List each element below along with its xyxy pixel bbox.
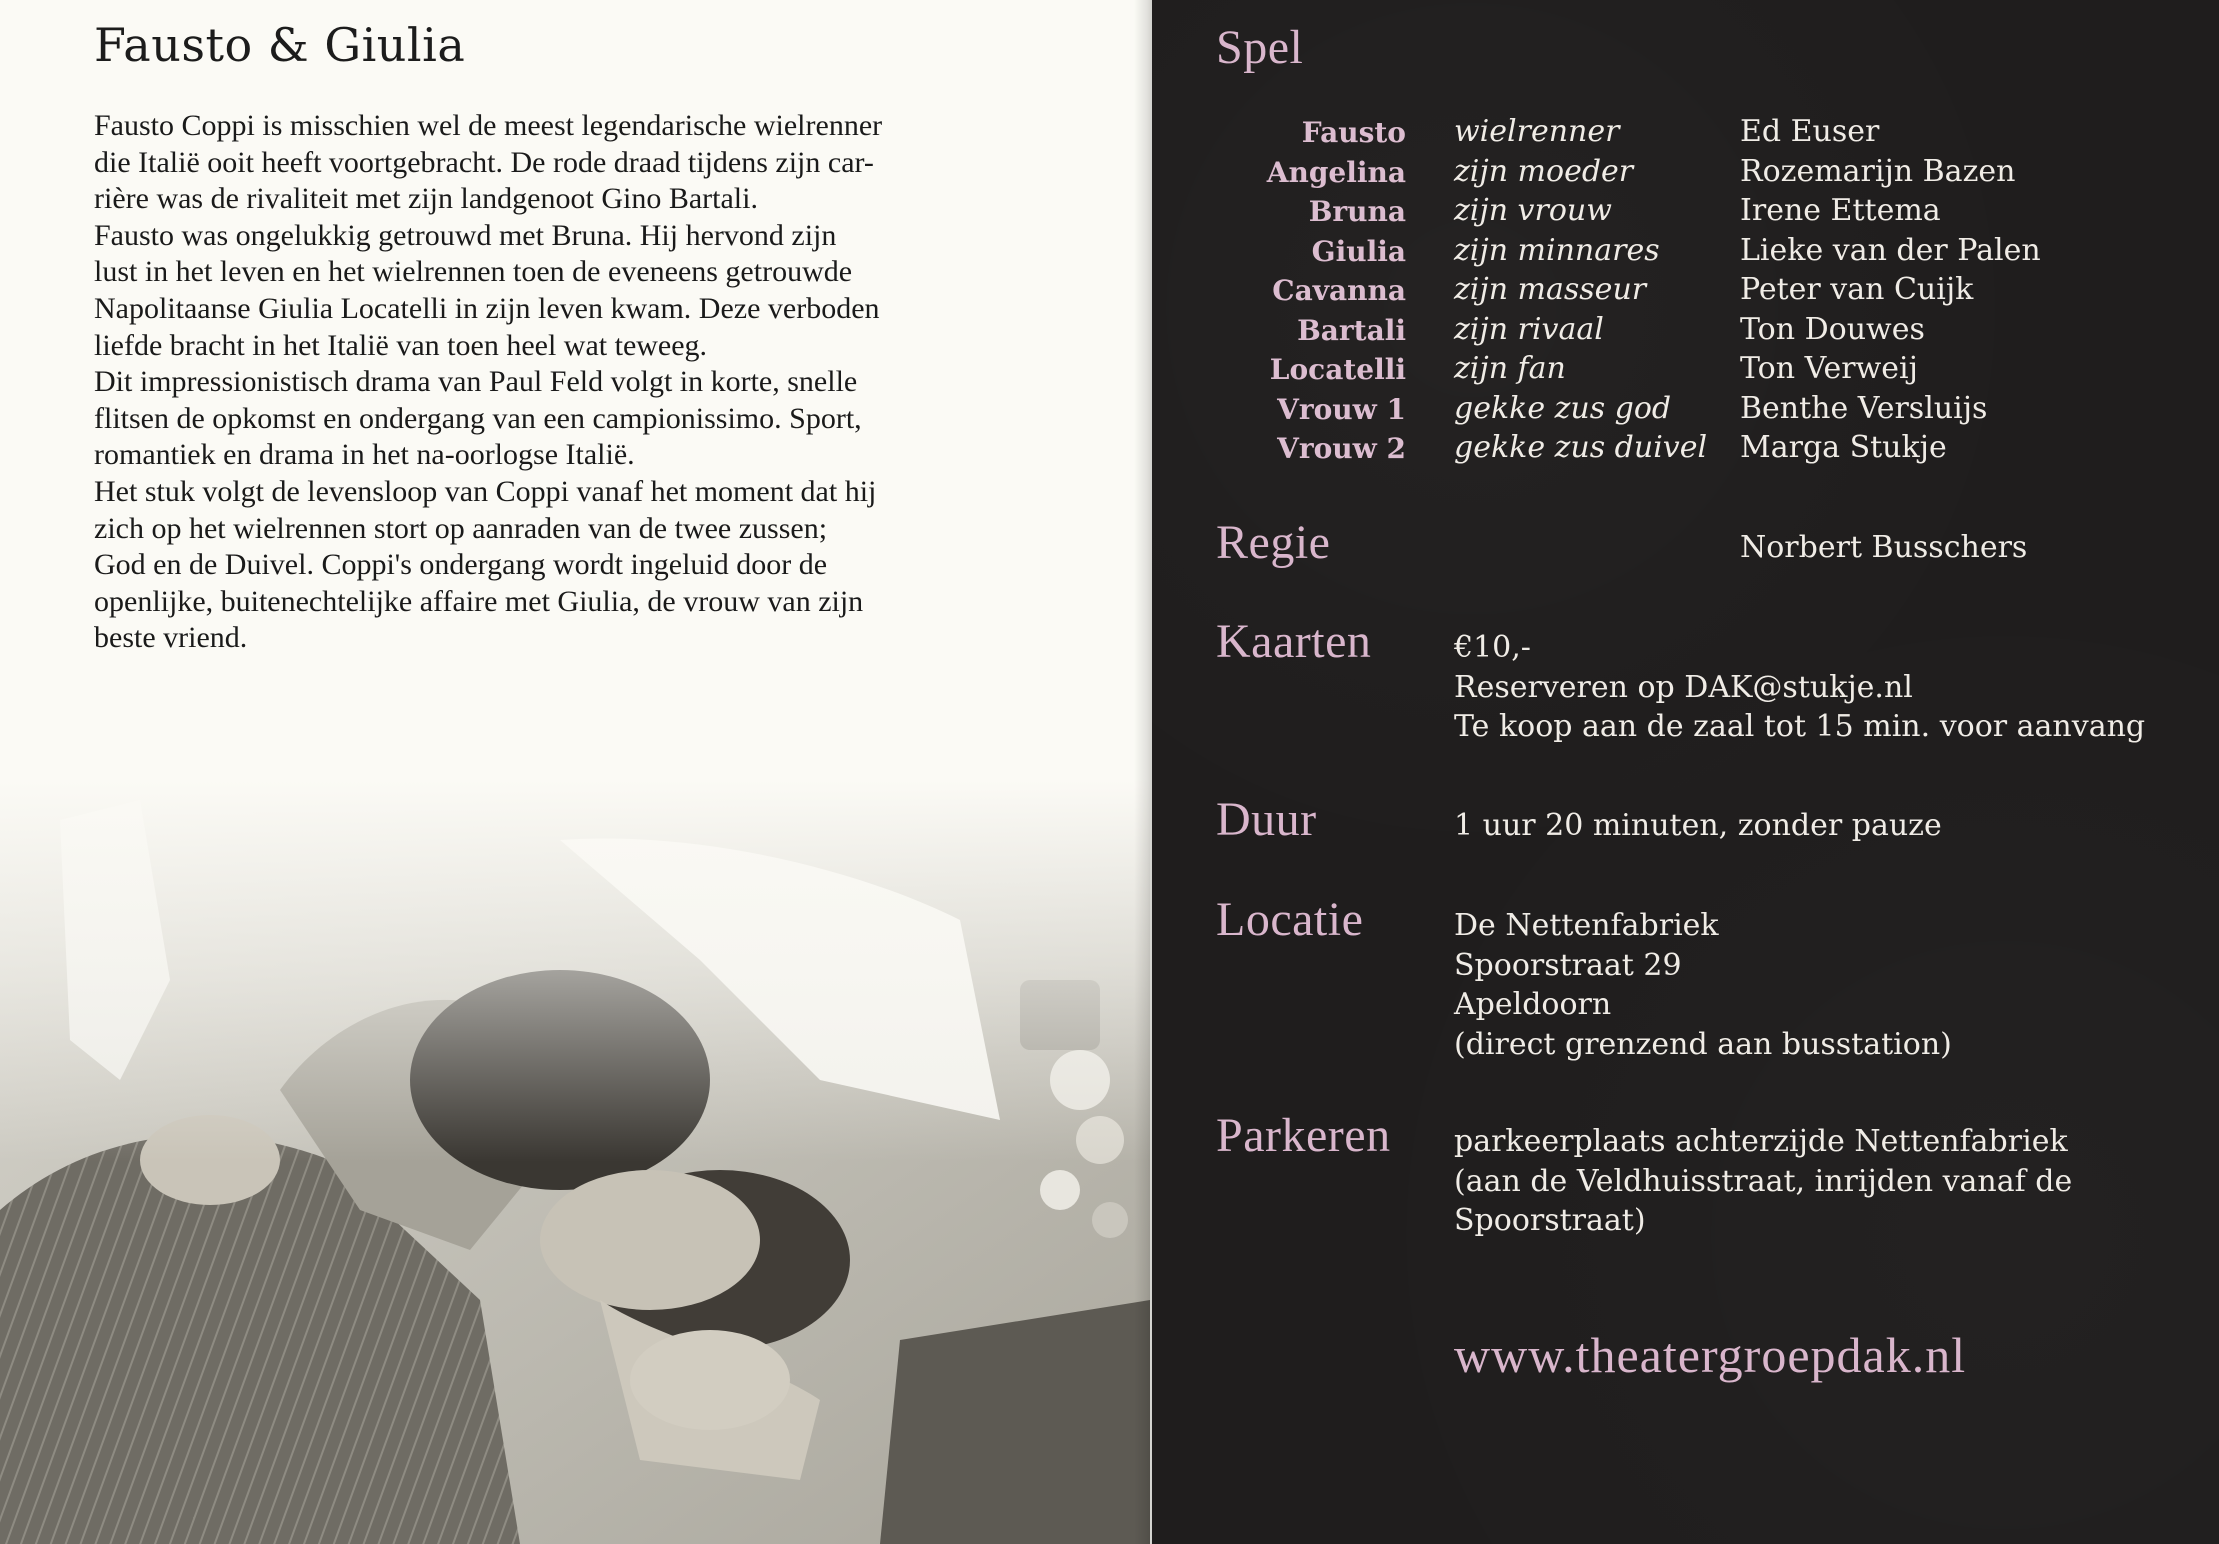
cast-actor: Peter van Cuijk [1740, 272, 1974, 307]
parkeren-info [1454, 1122, 2072, 1241]
cast-character: Cavanna [1272, 274, 1406, 307]
cast-role: zijn rivaal [1454, 312, 1604, 347]
cast-character: Locatelli [1269, 353, 1406, 386]
cast-actor: Irene Ettema [1740, 193, 1941, 228]
story-line: Fausto Coppi is misschien wel de meest legendarische wielrenner [94, 109, 883, 142]
story-line: die Italië ooit heeft voortgebracht. De rode draad tijdens zijn car- [94, 145, 874, 179]
right-page [1152, 0, 2219, 1544]
story-line: Fausto was ongelukkig getrouwd met Bruna. Hij hervond zijn [94, 218, 837, 252]
cast-character: Bartali [1297, 314, 1406, 347]
cast-character: Vrouw 2 [1277, 432, 1406, 465]
cast-role: zijn minnares [1454, 233, 1660, 268]
story-line: God en de Duivel. Coppi's ondergang wordt ingeluid door de [94, 548, 828, 582]
spel-heading: Spel [1216, 21, 1304, 74]
locatie-info [1454, 906, 1952, 1064]
cast-character: Vrouw 1 [1277, 393, 1406, 426]
story-line: romantiek en drama in het na-oorlogse Italië. [94, 438, 635, 472]
cast-role: gekke zus god [1454, 391, 1672, 426]
story-line: lust in het leven en het wielrennen toen de eveneens getrouwde [94, 255, 853, 289]
address-line: De Nettenfabriek [1454, 908, 1719, 943]
price: €10,- [1454, 630, 1531, 665]
address-line: (direct grenzend aan busstation) [1454, 1026, 1952, 1062]
duur-value: 1 uur 20 minuten, zonder pauze [1454, 808, 1942, 843]
cast-role: zijn vrouw [1454, 193, 1612, 228]
cast-character: Angelina [1266, 156, 1406, 189]
story-line: Napolitaanse Giulia Locatelli in zijn leven kwam. Deze verboden [94, 291, 880, 325]
parkeren-heading: Parkeren [1216, 1109, 1391, 1162]
cast-actor: Ton Verweij [1740, 351, 1918, 386]
cast-role: gekke zus duivel [1454, 430, 1708, 465]
kaarten-info [1454, 628, 2145, 747]
cast-actor: Benthe Versluijs [1740, 391, 1988, 426]
address-line: Spoorstraat 29 [1454, 947, 1682, 983]
cast-role: wielrenner [1454, 114, 1620, 149]
cast-role: zijn fan [1454, 351, 1566, 386]
regie-heading: Regie [1216, 516, 1331, 569]
cast-role: zijn moeder [1454, 154, 1634, 189]
duur-heading: Duur [1216, 793, 1317, 846]
story-line: rière was de rivaliteit met zijn landgenoot Gino Bartali. [94, 182, 758, 216]
story-text [94, 108, 1084, 657]
cast-actor: Ed Euser [1740, 114, 1880, 149]
parking-line: (aan de Veldhuisstraat, inrijden vanaf de [1454, 1163, 2073, 1199]
cast-character: Bruna [1308, 195, 1406, 228]
story-line: Dit impressionistisch drama van Paul Feld volgt in korte, snelle [94, 365, 858, 399]
cast-actor: Lieke van der Palen [1740, 233, 2041, 268]
page-title: Fausto & Giulia [94, 18, 466, 72]
story-line: beste vriend. [94, 621, 248, 655]
cast-character: Fausto [1301, 116, 1406, 149]
regie-value: Norbert Busschers [1740, 530, 2028, 565]
embrace-photo [0, 780, 1150, 1544]
story-line: liefde bracht in het Italië van toen heel wat teweeg. [94, 328, 708, 362]
kaarten-heading: Kaarten [1216, 615, 1372, 668]
cast-actor: Ton Douwes [1740, 312, 1925, 347]
cast-character: Giulia [1311, 235, 1406, 268]
story-line: flitsen de opkomst en ondergang van een campionissimo. Sport, [94, 401, 862, 435]
story-line: zich op het wielrennen stort op aanraden van de twee zussen; [94, 511, 828, 545]
address-line: Apeldoorn [1454, 987, 1612, 1022]
reservation-line: Reserveren op DAK@stukje.nl [1454, 669, 1913, 705]
story-line: openlijke, buitenechtelijke affaire met Giulia, de vrouw van zijn [94, 584, 864, 618]
cast-role: zijn masseur [1454, 272, 1647, 307]
website-link[interactable]: www.theatergroepdak.nl [1454, 1327, 1967, 1383]
story-line: Het stuk volgt de levensloop van Coppi vanaf het moment dat hij [94, 474, 877, 508]
parking-line: Spoorstraat) [1454, 1203, 1646, 1238]
cast-actor: Rozemarijn Bazen [1740, 154, 2016, 189]
parking-line: parkeerplaats achterzijde Nettenfabriek [1454, 1124, 2068, 1159]
cast-actor: Marga Stukje [1740, 430, 1947, 465]
locatie-heading: Locatie [1216, 893, 1364, 946]
sale-line: Te koop aan de zaal tot 15 min. voor aanvang [1454, 709, 2146, 744]
